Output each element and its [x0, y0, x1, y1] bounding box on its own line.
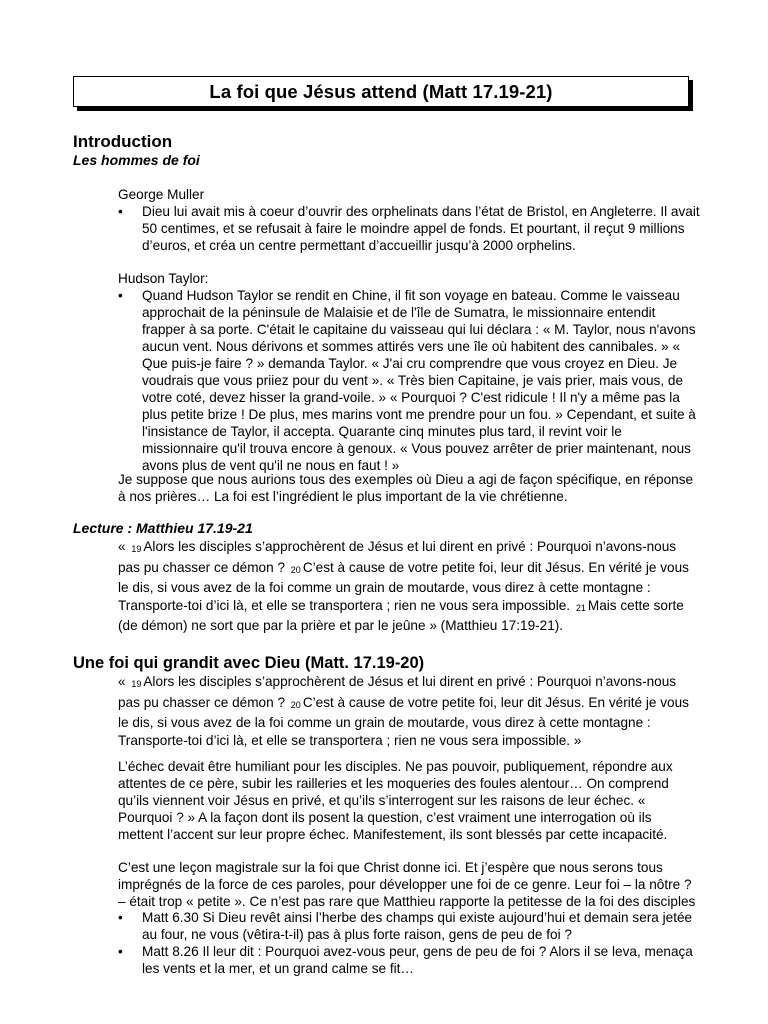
section1-para2-text: C’est une leçon magistrale sur la foi que Christ donne ici. Et j’espère que nous serons tous imprégnés de la force de ces paroles, pour développer une foi de ce genre. Leur foi – la nôtre ? – était trop « petite ». Ce n’est pas rare que Matthieu rapporte la petitesse de la foi des disciples — [118, 860, 696, 909]
lecture-quote — [118, 538, 700, 635]
section1-list — [118, 909, 700, 977]
list-item-text: Matt 8.26 Il leur dit : Pourquoi avez-vous peur, gens de peu de foi ? Alors il se leva, menaça les vents et la mer, et un grand calme se fit… — [142, 944, 693, 976]
section1-para2 — [118, 859, 700, 910]
verse-text: Alors les disciples s’approchèrent de Jésus et lui dirent en privé : Pourquoi n’avons-nous pas pu chasser ce démon ? — [118, 539, 677, 575]
quote-open: « — [118, 674, 126, 689]
bullet-mark: • — [118, 944, 123, 959]
taylor-name — [118, 270, 700, 287]
section1-para1 — [118, 758, 700, 843]
title-box — [73, 76, 689, 107]
muller-text: Dieu lui avait mis à coeur d’ouvrir des orphelinats dans l’état de Bristol, en Angleterre. Il avait 50 centimes, et se refusait à faire le moindre appel de fonds. Et pourtant, il reçut 9 millions d’euros, et créa un centre permettant d’accueillir jusqu’à 2000 orphelins. — [142, 204, 700, 253]
page-title: La foi que Jésus attend (Matt 17.19-21) — [209, 80, 553, 102]
verse-text: C’est à cause de votre petite foi, leur dit Jésus. En vérité je vous le dis, si vous avez de la foi comme un grain de moutarde, vous direz à cette montagne : Transporte-toi d’ici là, et elle se transportera ; rien ne vous sera impossible. — [118, 559, 689, 613]
list-item — [118, 203, 700, 254]
list-item-text: Matt 6.30 Si Dieu revêt ainsi l’herbe des champs qui existe aujourd’hui et demain sera jetée au four, ne vous (vêtira-t-il) pas à plus forte raison, gens de peu de foi ? — [142, 910, 693, 942]
taylor-text: Quand Hudson Taylor se rendit en Chine, il fit son voyage en bateau. Comme le vaisseau approchait de la péninsule de Malaisie et de l'île de Sumatra, le missionnaire entendit frapper à sa porte. C'était le capitaine du vaisseau qui lui déclara : « M. Taylor, nous n'avons aucun vent. Nous dérivons et sommes attirés vers une île où habitent des cannibales. » « Que puis-je faire ? » demanda Taylor. « J'ai cru comprendre que vous croyez en Dieu. Je voudrais que vous priiez pour du vent ». « Très bien Capitaine, je vais prier, mais vous, de votre coté, devez hisser la grand-voile. » « Pourquoi ? C'est ridicule ! Il n'y a même pas la plus petite brize ! De plus, mes marins vont me prendre pour un fou. » Cependant, et suite à l'insistance de Taylor, il accepta. Quarante cinq minutes plus tard, il revint voir le missionnaire qu'il trouva encore à genoux. « Vous pouvez arrêter de prier maintenant, nous avons plus de vent qu'il ne nous en faut ! » — [142, 288, 696, 473]
quote-open: « — [118, 539, 126, 554]
verse-text: Alors les disciples s’approchèrent de Jésus et lui dirent en privé : Pourquoi n’avons-nous pas pu chasser ce démon ? — [118, 674, 677, 710]
bullet-mark: • — [118, 204, 123, 219]
bullet-mark: • — [118, 288, 123, 303]
section1-quote — [118, 673, 700, 749]
verse-number: 19 — [131, 544, 142, 554]
list-item — [118, 909, 700, 943]
intro-conclusion-text: Je suppose que nous aurions tous des exemples où Dieu a agi de façon spécifique, en réponse à nos prières… La foi est l’ingrédient le plus important de la vie chrétienne. — [118, 472, 694, 504]
section1-heading: Une foi qui grandit avec Dieu (Matt. 17.19-20) — [73, 654, 425, 672]
muller-name-text: George Muller — [118, 187, 205, 202]
verse-number: 20 — [290, 699, 301, 710]
taylor-name-text: Hudson Taylor: — [118, 271, 209, 286]
bullet-mark: • — [118, 910, 123, 925]
intro-subheading: Les hommes de foi — [73, 152, 200, 168]
lecture-heading: Lecture : Matthieu 17.19-21 — [73, 520, 253, 536]
intro-conclusion — [118, 471, 700, 505]
section1-para1-text: L’échec devait être humiliant pour les disciples. Ne pas pouvoir, publiquement, répondre aux attentes de ce père, subir les railleries et les moqueries des foules alentour… On comprend qu’ils viennent voir Jésus en privé, et qu’ils s’interrogent sur les raisons de leur échec. « Pourquoi ? » A la façon dont ils posent la question, c’est vraiment une interrogation où ils mettent l’accent sur leur propre échec. Manifestement, ils sont blessés par cette incapacité. — [118, 759, 673, 842]
verse-number: 21 — [575, 602, 586, 613]
taylor-list — [118, 287, 700, 474]
verse-text: C’est à cause de votre petite foi, leur dit Jésus. En vérité je vous le dis, si vous avez de la foi comme un grain de moutarde, vous direz à cette montagne : Transporte-toi d’ici là, et elle se transportera ; rien ne vous sera impossible. » — [118, 694, 689, 748]
muller-list — [118, 203, 700, 254]
list-item — [118, 943, 700, 977]
list-item — [118, 287, 700, 474]
verse-number: 19 — [131, 679, 142, 689]
verse-number: 20 — [290, 564, 301, 575]
intro-heading: Introduction — [73, 132, 173, 151]
verse-text: Mais cette sorte (de démon) ne sort que par la prière et par le jeûne » (Matthieu 17:19-21). — [118, 597, 684, 633]
muller-name — [118, 186, 700, 203]
